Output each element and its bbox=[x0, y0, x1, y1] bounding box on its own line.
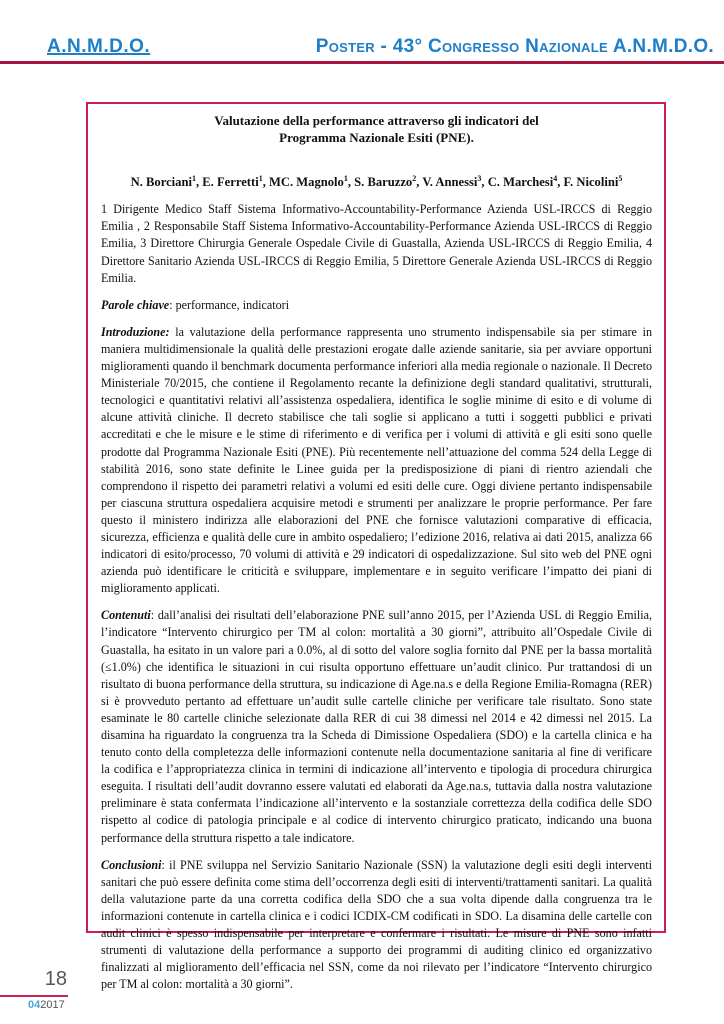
section-contenuti bbox=[101, 607, 652, 846]
footer-divider bbox=[0, 995, 68, 997]
contents-label: Contenuti bbox=[101, 608, 151, 623]
keywords-text: : performance, indicatori bbox=[169, 297, 290, 312]
issue-number: 04 bbox=[28, 999, 41, 1011]
author-list: N. Borciani$^1$, E. Ferretti$^1$, MC. Magnolo$^1$, S. Baruzzo$^2$, V. Annessi$^3$, C. Marchesi$^4$, F. Nicolini$^5$ bbox=[130, 174, 623, 190]
affiliation-marker: 2 bbox=[412, 174, 417, 183]
affiliation-marker: 1 bbox=[258, 174, 263, 183]
journal-brand: A.N.M.D.O. bbox=[47, 36, 151, 57]
issue-year: 2017 bbox=[40, 999, 65, 1011]
page-number: 18 bbox=[44, 968, 67, 990]
author: N. Borciani$^1$ bbox=[130, 174, 196, 190]
section-conclusioni bbox=[101, 857, 652, 994]
intro-label: Introduzione: bbox=[101, 324, 170, 339]
author: C. Marchesi$^4$ bbox=[487, 174, 558, 190]
author: F. Nicolini$^5$ bbox=[563, 174, 623, 190]
keywords bbox=[101, 297, 652, 314]
contents-text: : dall’analisi dei risultati dell’elaborazione PNE sull’anno 2015, per l’Azienda USL di Reggio Emilia, l’indicatore “Intervento chirurgico per TM al colon: mortalità a 30 giorni”, attribuito all’Ospedale Civile di Guastalla, ha esitato in un valore pari a 0.0%, al di sotto del valore soglia fornito dal PNE per la bassa mortalità (≤1.0%) che identifica le situazioni in cui risulta opportuno effettuare un’audit clinico. Pur trattandosi di un risultato di buona performance della struttura, su indicazione di Age.na.s e della Regione Emilia-Romagna (RER) si è provveduto pertanto ad effettuare un’audit sulle cartelle cliniche per verificare tale risultato. Sono state esaminate le 80 cartelle cliniche selezionate dalla RER di cui 38 dimessi nel 2014 e 42 dimessi nel 2015. La disamina ha riguardato la congruenza tra la Scheda di Dimissione Ospedaliera (SDO) e la cartella clinica e ha tenuto conto della completezza delle informazioni contenute nella documentazione sanitaria al fine di verificare la codifica e l’appropriatezza clinica in termini di indicazione all’intervento e tipologia di procedura chirurgica eseguita. I risultati dell’audit dovranno essere valutati ed elaborati da Age.na.s, tuttavia dalla nostra valutazione preliminare è stata confermata l’indicazione all’intervento e la sostanziale correttezza della codifica delle SDO rispetto al codice di patologia principale e al codice di intervento chirurgico praticato, indicando una buona performance della struttura rispetto a tale indicatore. bbox=[101, 608, 652, 845]
title-line-1: Valutazione della performance attraverso gli indicatori del bbox=[214, 113, 539, 128]
poster-content bbox=[101, 112, 652, 1003]
author: MC. Magnolo$^1$ bbox=[269, 174, 348, 190]
affiliation-marker: 1 bbox=[191, 174, 196, 183]
section-introduzione bbox=[101, 324, 652, 598]
conclusions-label: Conclusioni bbox=[101, 857, 162, 872]
affiliation-marker: 3 bbox=[477, 174, 482, 183]
author: V. Annessi$^3$ bbox=[422, 174, 482, 190]
issue-label bbox=[28, 999, 65, 1011]
affiliation-marker: 5 bbox=[618, 174, 623, 183]
affiliation-marker: 4 bbox=[553, 174, 558, 183]
title-line-2: Programma Nazionale Esiti (PNE). bbox=[279, 130, 474, 145]
author: S. Baruzzo$^2$ bbox=[354, 174, 417, 190]
header-divider bbox=[0, 61, 724, 64]
author: E. Ferretti$^1$ bbox=[202, 174, 263, 190]
article-title bbox=[101, 112, 652, 146]
header-title: Poster - 43° Congresso Nazionale A.N.M.D.O. bbox=[315, 36, 714, 57]
keywords-label: Parole chiave bbox=[101, 297, 170, 312]
affiliations: 1 Dirigente Medico Staff Sistema Informativo-Accountability-Performance Azienda USL-IRCCS di Reggio Emilia , 2 Responsabile Staff Sistema Informativo-Accountability-Performance Azienda USL-IRCCS di Reggio Emilia, 3 Direttore Chirurgia Generale Ospedale Civile di Guastalla, Azienda USL-IRCCS di Reggio Emilia, 4 Direttore Sanitario Azienda USL-IRCCS di Reggio Emilia, 5 Direttore Generale Azienda USL-IRCCS di Reggio Emilia. bbox=[101, 202, 652, 285]
conclusions-text: : il PNE sviluppa nel Servizio Sanitario Nazionale (SSN) la valutazione degli esiti degli interventi sanitari che può essere definita come stima dell’occorrenza degli esiti di interventi/trattamenti sanitari. La qualità della valutazione parte da una corretta codifica della SDO che a sua volta dipende dalla congruenza tra le informazioni contenute in cartella clinica e i codici ICDIX-CM codificati in SDO. La disamina delle cartelle con audit clinici è spesso indispensabile per interpretare e confermare i risultati. Le misure di PNE sono infatti strumenti di valutazione della performance a supporto dei programmi di auditing clinico ed organizzativo finalizzati al miglioramento dell’efficacia nel SSN, come da noi rilevato per l’indicatore “Intervento chirurgico per TM al colon: mortalità a 30 giorni”. bbox=[101, 857, 652, 992]
intro-text: la valutazione della performance rappresenta uno strumento indispensabile sia per stimare in maniera multidimensionale la qualità delle prestazioni erogate dalle aziende sanitarie, sia per avviare opportuni miglioramenti quando il benchmark documenta performance inferiori alla media regionale o nazionale. Il Decreto Ministeriale 70/2015, che contiene il Regolamento recante la definizione degli standard qualitativi, strutturali, tecnologici e quantitativi relativi all’assistenza ospedaliera, identifica le soglie minime di esito e di volume di alcune attività cliniche. Il decreto stabilisce che tali soglie si applicano a tutti i soggetti pubblici e privati accreditati e che le misure e le stime di riferimento e di verifica per i volumi di attività e gli esiti sono quelle prodotte dal Programma Nazionale Esiti (PNE). Più recentemente nell’attuazione del comma 524 della Legge di stabilità 2016, sono state definite le Linee guida per la predisposizione di piani di rientro aziendali che comprendono il rispetto dei parametri relativi a volumi ed esiti delle cure. Oggi diviene pertanto indispensabile per ciascuna struttura ospedaliera acquisire metodi e strumenti per analizzare le proprie performance. Per fare questo il ministero indirizza alle elaborazioni del PNE che fornisce valutazioni comparative di efficacia, sicurezza, efficienza e qualità delle cure in ambito ospedaliero; l’edizione 2016, relativa ai dati 2015, analizza 66 indicatori di esito/processo, 70 volumi di attività e 29 indicatori di ospedalizzazione. Sul sito web del PNE ogni azienda può identificare le criticità e sviluppare, implementare e in seguito verificare l’impatto dei piani di miglioramento applicati. bbox=[101, 324, 652, 596]
affiliation-marker: 1 bbox=[343, 174, 348, 183]
